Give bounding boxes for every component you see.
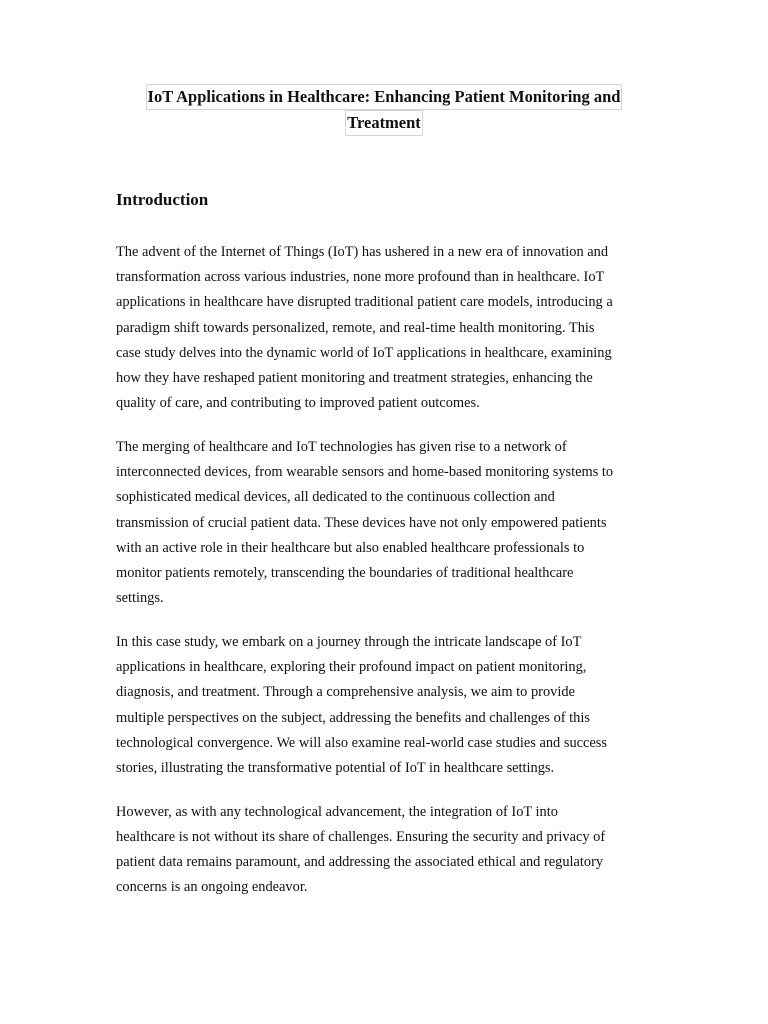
- text-line: how they have reshaped patient monitoring and treatment strategies, enhancing the: [116, 370, 593, 387]
- text-line: sophisticated medical devices, all dedicated to the continuous collection and: [116, 489, 555, 506]
- paragraph-3: [116, 630, 656, 781]
- paragraph-1: [116, 240, 656, 416]
- text-line: In this case study, we embark on a journey through the intricate landscape of IoT: [116, 634, 582, 651]
- section-heading: Introduction: [116, 190, 209, 209]
- text-line: transformation across various industries, none more profound than in healthcare. IoT: [116, 269, 605, 286]
- document-body: [116, 240, 656, 919]
- text-line: case study delves into the dynamic world of IoT applications in healthcare, examining: [116, 344, 612, 361]
- text-line: monitor patients remotely, transcending the boundaries of traditional healthcare: [116, 565, 574, 582]
- title-line-1: IoT Applications in Healthcare: Enhancing Patient Monitoring and: [146, 84, 623, 110]
- text-line: interconnected devices, from wearable sensors and home-based monitoring systems to: [116, 464, 614, 481]
- text-line: concerns is an ongoing endeavor.: [116, 879, 308, 896]
- text-line: settings.: [116, 590, 164, 607]
- document-title: [110, 84, 658, 136]
- text-line: healthcare is not without its share of challenges. Ensuring the security and privacy of: [116, 829, 606, 846]
- text-line: applications in healthcare, exploring their profound impact on patient monitoring,: [116, 659, 587, 676]
- text-line: transmission of crucial patient data. These devices have not only empowered patients: [116, 514, 607, 531]
- text-line: patient data remains paramount, and addressing the associated ethical and regulatory: [116, 854, 604, 871]
- text-line: multiple perspectives on the subject, addressing the benefits and challenges of this: [116, 709, 590, 726]
- text-line: with an active role in their healthcare but also enabled healthcare professionals to: [116, 539, 585, 556]
- text-line: applications in healthcare have disrupted traditional patient care models, introducing a: [116, 294, 613, 311]
- text-line: The advent of the Internet of Things (IoT) has ushered in a new era of innovation and: [116, 244, 609, 260]
- paragraph-2: [116, 435, 656, 611]
- text-line: The merging of healthcare and IoT technologies has given rise to a network of: [116, 439, 567, 456]
- text-line: quality of care, and contributing to improved patient outcomes.: [116, 395, 480, 412]
- text-line: However, as with any technological advancement, the integration of IoT into: [116, 803, 558, 820]
- paragraph-4: [116, 800, 656, 901]
- title-line-2: Treatment: [345, 110, 423, 136]
- text-line: paradigm shift towards personalized, remote, and real-time health monitoring. This: [116, 319, 595, 336]
- text-line: technological convergence. We will also examine real-world case studies and success: [116, 734, 608, 751]
- text-line: stories, illustrating the transformative potential of IoT in healthcare settings.: [116, 760, 555, 777]
- text-line: diagnosis, and treatment. Through a comprehensive analysis, we aim to provide: [116, 684, 575, 701]
